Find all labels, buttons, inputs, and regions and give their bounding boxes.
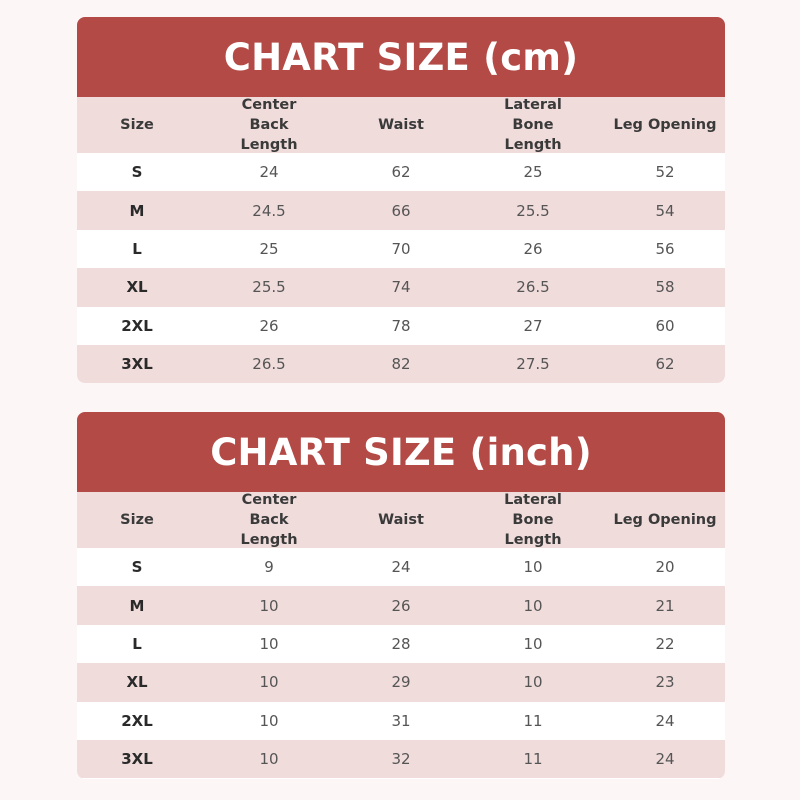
header-lateral-bone-length: Lateral Bone Length [504,492,562,548]
leg-opening-cell: 24 [655,711,675,730]
lateral-bone-length-cell: 26.5 [516,278,550,297]
table-row [77,230,725,268]
table-title: CHART SIZE (cm) [77,17,725,97]
lateral-bone-length-cell: 10 [523,558,543,577]
table-row [77,191,725,229]
header-size: Size [120,512,154,528]
size-cell: XL [126,673,148,692]
lateral-bone-length-cell: 11 [523,711,543,730]
table-row [77,307,725,345]
table-row [77,345,725,383]
lateral-bone-length-cell: 25 [523,163,543,182]
waist-cell: 24 [391,558,411,577]
leg-opening-cell: 23 [655,673,675,692]
size-cell: 2XL [121,316,153,335]
waist-cell: 74 [391,278,411,297]
waist-cell: 29 [391,673,411,692]
leg-opening-cell: 62 [655,355,675,374]
header-center-back-length: Center Back Length [240,492,298,548]
center-back-length-cell: 10 [259,634,279,653]
leg-opening-cell: 22 [655,634,675,653]
table-row [77,268,725,306]
header-waist: Waist [378,512,424,528]
waist-cell: 66 [391,201,411,220]
header-lateral-bone-length: Lateral Bone Length [504,97,562,153]
waist-cell: 26 [391,596,411,615]
size-cell: 3XL [121,355,153,374]
header-row [77,492,725,548]
waist-cell: 32 [391,750,411,769]
size-cell: S [131,163,143,182]
size-chart-inch [77,412,725,779]
leg-opening-cell: 54 [655,201,675,220]
lateral-bone-length-cell: 10 [523,596,543,615]
lateral-bone-length-cell: 27 [523,316,543,335]
table-row [77,586,725,624]
table-row [77,740,725,778]
table-title: CHART SIZE (inch) [77,412,725,492]
leg-opening-cell: 58 [655,278,675,297]
waist-cell: 78 [391,316,411,335]
leg-opening-cell: 56 [655,239,675,258]
header-center-back-length: Center Back Length [240,97,298,153]
table-row [77,625,725,663]
center-back-length-cell: 24.5 [252,201,286,220]
lateral-bone-length-cell: 10 [523,634,543,653]
lateral-bone-length-cell: 10 [523,673,543,692]
waist-cell: 31 [391,711,411,730]
size-chart-cm [77,17,725,383]
table-body [77,548,725,778]
leg-opening-cell: 52 [655,163,675,182]
lateral-bone-length-cell: 25.5 [516,201,550,220]
leg-opening-cell: 21 [655,596,675,615]
size-cell: M [129,596,145,615]
lateral-bone-length-cell: 27.5 [516,355,550,374]
waist-cell: 62 [391,163,411,182]
leg-opening-cell: 24 [655,750,675,769]
leg-opening-cell: 60 [655,316,675,335]
size-cell: 3XL [121,750,153,769]
table-row [77,702,725,740]
table-row [77,548,725,586]
header-waist: Waist [378,117,424,133]
header-leg-opening: Leg Opening [613,512,717,528]
lateral-bone-length-cell: 26 [523,239,543,258]
table-row [77,153,725,191]
size-cell: M [129,201,145,220]
waist-cell: 28 [391,634,411,653]
size-cell: L [132,239,142,258]
center-back-length-cell: 10 [259,750,279,769]
center-back-length-cell: 10 [259,673,279,692]
header-leg-opening: Leg Opening [613,117,717,133]
size-cell: 2XL [121,711,153,730]
size-cell: L [132,634,142,653]
center-back-length-cell: 9 [264,558,274,577]
center-back-length-cell: 10 [259,711,279,730]
waist-cell: 82 [391,355,411,374]
size-cell: S [131,558,143,577]
header-row [77,97,725,153]
table-body [77,153,725,383]
table-row [77,663,725,701]
lateral-bone-length-cell: 11 [523,750,543,769]
center-back-length-cell: 26 [259,316,279,335]
center-back-length-cell: 25 [259,239,279,258]
center-back-length-cell: 25.5 [252,278,286,297]
leg-opening-cell: 20 [655,558,675,577]
center-back-length-cell: 10 [259,596,279,615]
header-size: Size [120,117,154,133]
center-back-length-cell: 26.5 [252,355,286,374]
center-back-length-cell: 24 [259,163,279,182]
waist-cell: 70 [391,239,411,258]
size-cell: XL [126,278,148,297]
